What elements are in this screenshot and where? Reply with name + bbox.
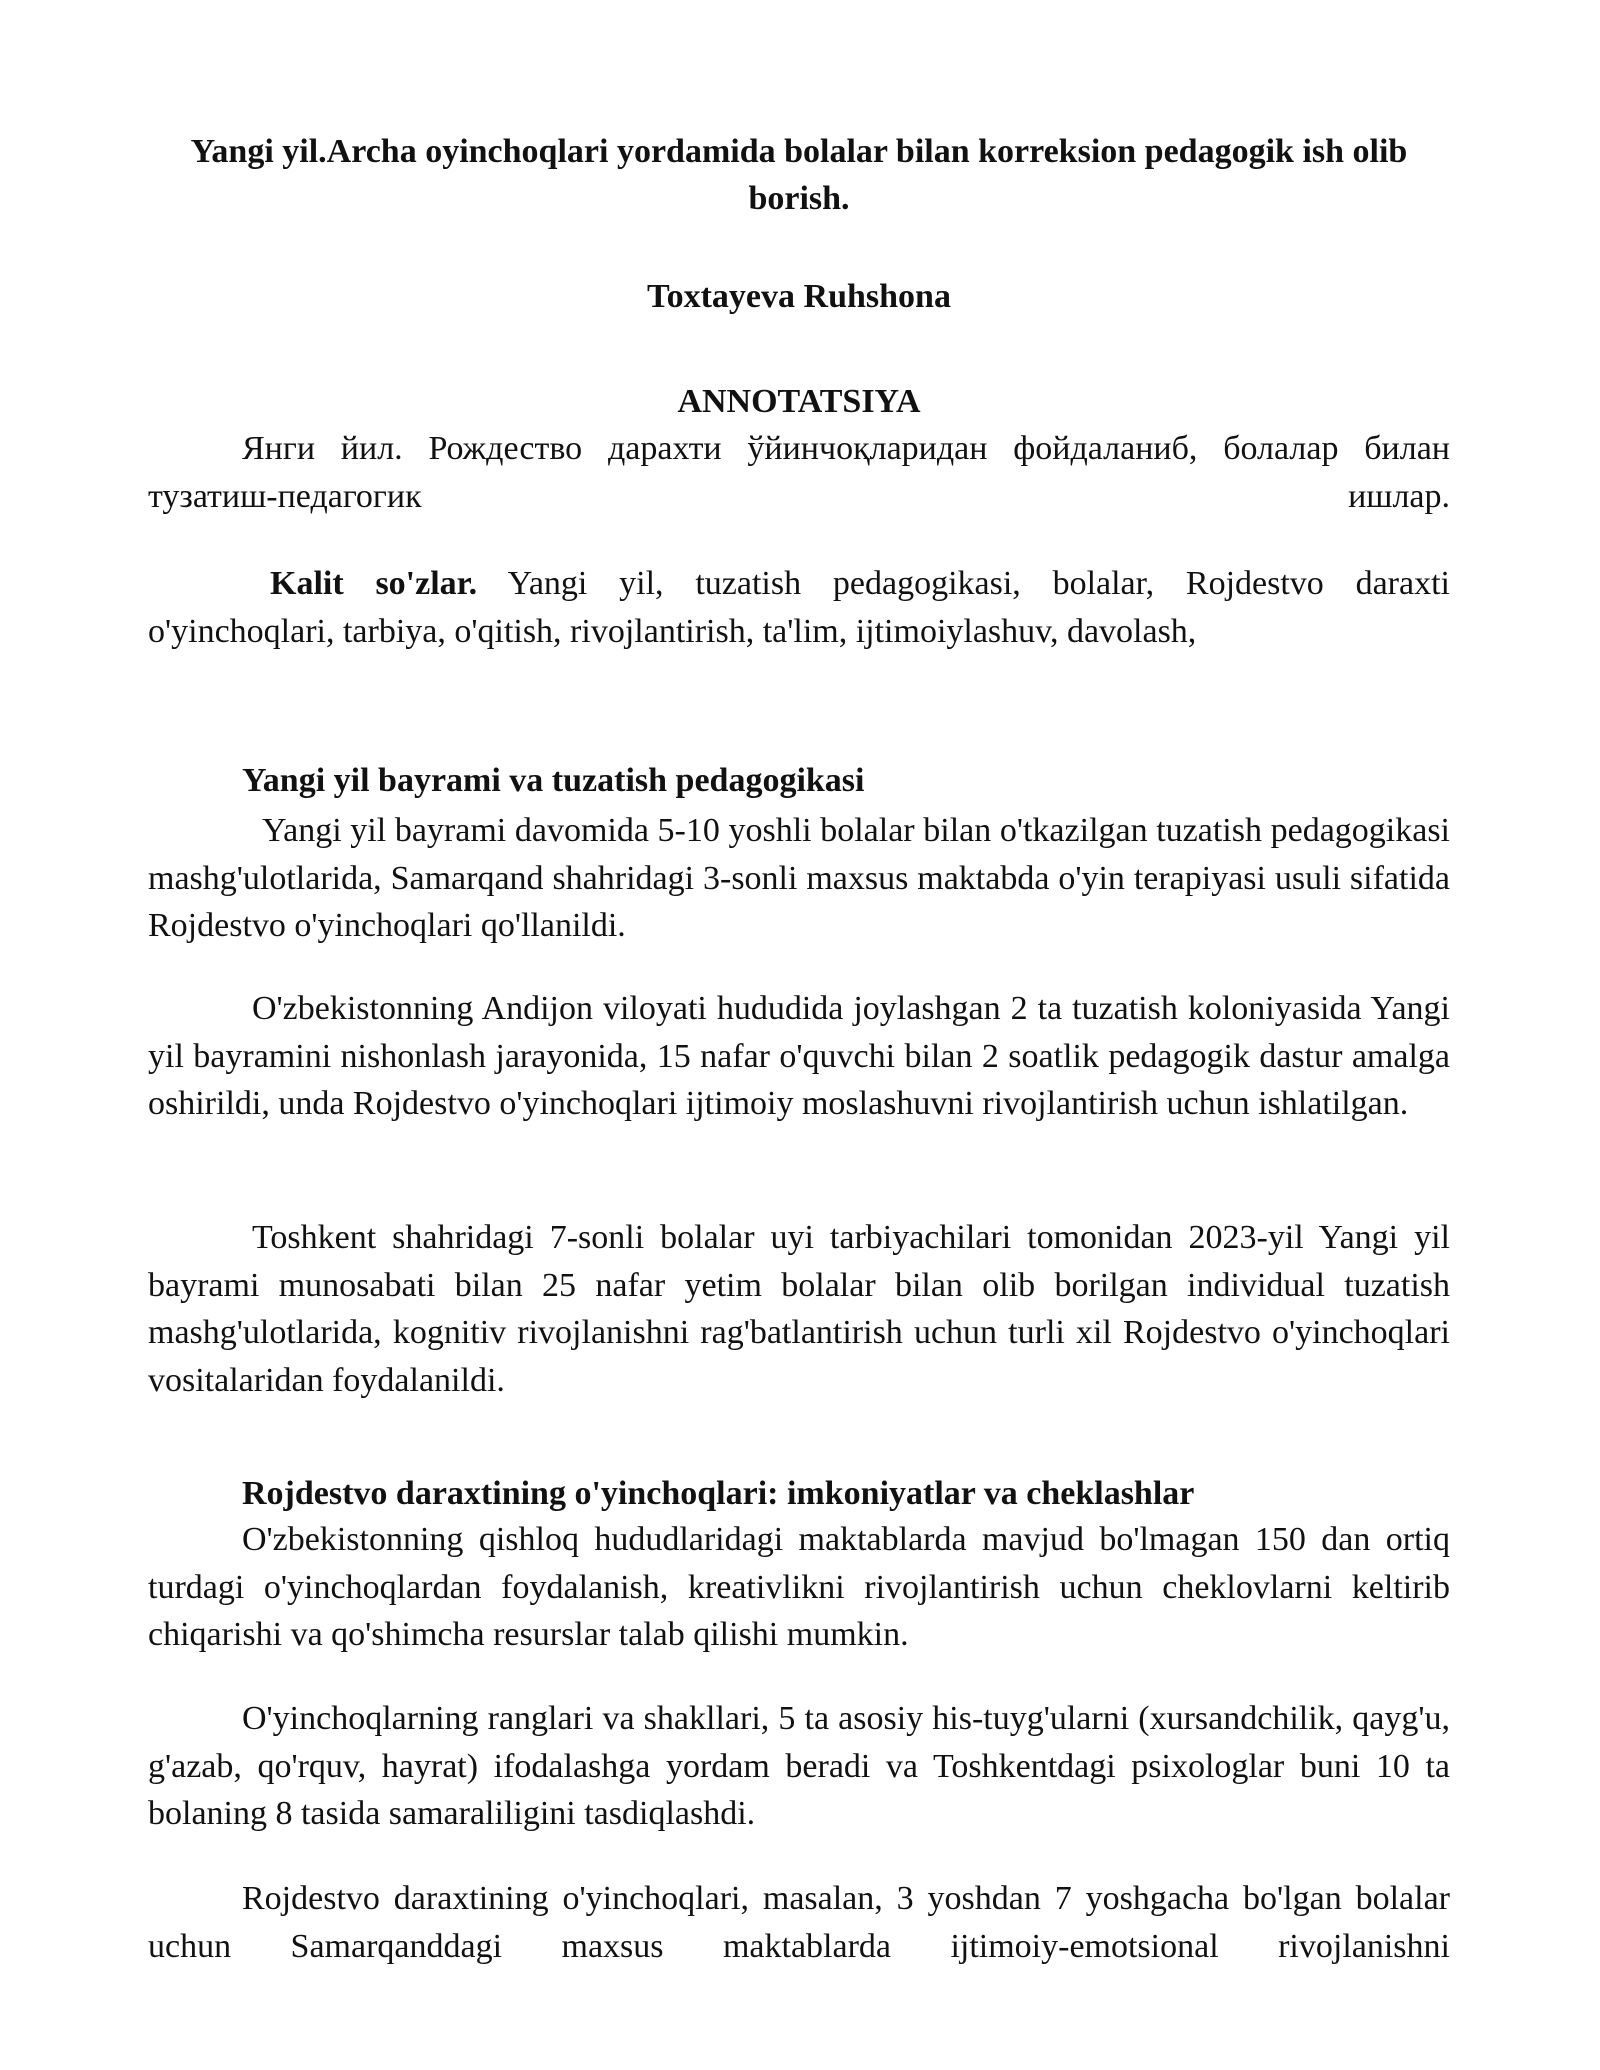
document-title: Yangi yil.Archa oyinchoqlari yordamida bolalar bilan korreksion pedagogik ish olib borish. [190,133,1408,217]
keywords-text: Yangi yil, tuzatish pedagogikasi, bolalar, Rojdestvo daraxti o'yinchoqlari, tarbiya, o'qitish, rivojlantirish, ta'lim, ijtimoiylashuv, davolash, [148,565,1450,650]
paragraph: O'zbekistonning Andijon viloyati hududida joylashgan 2 ta tuzatish koloniyasida Yangi yil bayramini nishonlash jarayonida, 15 nafar o'quvchi bilan 2 soatlik pedagogik dastur amalga oshirildi, unda Rojdestvo o'yinchoqlari ijtimoiy moslashuvni rivojlantirish uchun ishlatilgan. [148,990,1450,1122]
keywords-paragraph [148,560,1450,655]
paragraph: O'zbekistonning qishloq hududlaridagi maktablarda mavjud bo'lmagan 150 dan ortiq turdagi o'yinchoqlardan foydalanish, kreativlikni rivojlantirish uchun cheklovlarni keltirib chiqarishi va qo'shimcha resurslar talab qilishi mumkin. [148,1521,1450,1653]
section-heading-new-year: Yangi yil bayrami va tuzatish pedagogikasi [242,762,865,799]
author-name: Toxtayeva Ruhshona [647,278,951,315]
paragraph: O'yinchoqlarning ranglari va shakllari, 5 ta asosiy his-tuyg'ularni (xursandchilik, qayg'u, g'azab, qo'rquv, hayrat) ifodalashga yordam beradi va Toshkentdagi psixologlar buni 10 ta bolaning 8 tasida samaraliligini tasdiqlashdi. [148,1700,1450,1832]
section-heading-toys: Rojdestvo daraxtining o'yinchoqlari: imkoniyatlar va cheklashlar [242,1475,1195,1512]
keywords-label: Kalit so'zlar. [270,565,478,602]
paragraph: Toshkent shahridagi 7-sonli bolalar uyi tarbiyachilari tomonidan 2023-yil Yangi yil bayrami munosabati bilan 25 nafar yetim bolalar bilan olib borilgan individual tuzatish mashg'ulotlarida, kognitiv rivojlanishni rag'batlantirish uchun turli xil Rojdestvo o'yinchoqlari vositalaridan foydalanildi. [148,1219,1450,1399]
paragraph: Rojdestvo daraxtining o'yinchoqlari, masalan, 3 yoshdan 7 yoshgacha bo'lgan bolalar uchun Samarqanddagi maxsus maktablarda ijtimoiy-emotsional rivojlanishni [148,1880,1450,1965]
annotation-heading: ANNOTATSIYA [677,383,921,420]
annotation-text: Янги йил. Рождество дарахти ўйинчоқларидан фойдаланиб, болалар билан тузатиш-педагогик ишлар. [148,430,1450,515]
paragraph: Yangi yil bayrami davomida 5-10 yoshli bolalar bilan o'tkazilgan tuzatish pedagogikasi mashg'ulotlarida, Samarqand shahridagi 3-sonli maxsus maktabda o'yin terapiyasi usuli sifatida Rojdestvo o'yinchoqlari qo'llanildi. [148,812,1450,944]
